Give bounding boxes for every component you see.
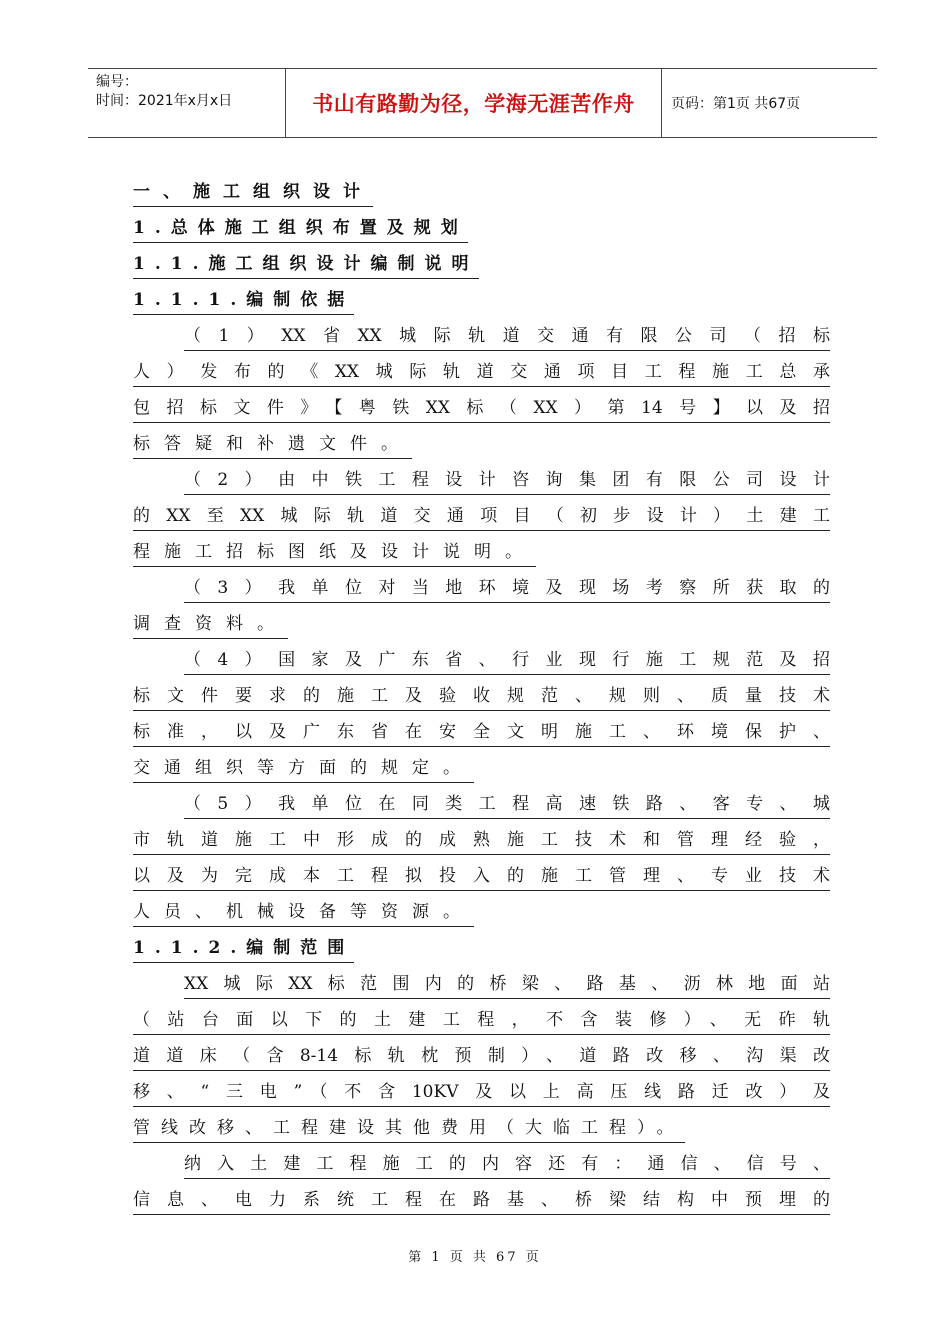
text-line: 道道床（含8-14标轨枕预制）、道路改移、沟渠改 [133,1044,830,1078]
text-line: 标准，以及广东省在安全文明施工、环境保护、 [133,720,830,754]
heading-1-1-1: 1.1.施工组织设计编制说明 [133,252,830,286]
text-line: 交通组织等方面的规定。 [133,756,830,790]
header-left-cell [88,69,286,137]
text-line: （5）我单位在同类工程高速铁路、客专、城 [133,792,830,826]
motto: 书山有路勤为径，学海无涯苦作舟 [286,69,662,137]
text-line: 调查资料。 [133,612,830,646]
header-table [88,68,877,138]
heading-1-1-2: 1.1.2.编制范围 [133,936,830,970]
text-line: XX城际XX标范围内的桥梁、路基、沥林地面站 [133,972,830,1006]
time-label: 时间：2021年x月x日 [96,93,233,109]
text-line: 标答疑和补遗文件。 [133,432,830,466]
text-line: 标文件要求的施工及验收规范、规则、质量技术 [133,684,830,718]
text-line: 信息、电力系统工程在路基、桥梁结构中预埋的 [133,1188,830,1222]
text-line: 包招标文件》【粤铁XX标（XX）第14号】以及招 [133,396,830,430]
heading-1: 一、施工组织设计 [133,180,830,214]
text-line: 市轨道施工中形成的成熟施工技术和管理经验， [133,828,830,862]
text-line: （1）XX省XX城际轨道交通有限公司（招标 [133,324,830,358]
page-info: 页码：第1页 共67页 [671,96,801,112]
text-line: 人员、机械设备等资源。 [133,900,830,934]
text-line: 程施工招标图纸及设计说明。 [133,540,830,574]
heading-1-1: 1.总体施工组织布置及规划 [133,216,830,250]
text-line: 管线改移、工程建设其他费用（大临工程）。 [133,1116,830,1150]
text-line: 纳入土建工程施工的内容还有：通信、信号、 [133,1152,830,1186]
text-line: 以及为完成本工程拟投入的施工管理、专业技术 [133,864,830,898]
page-footer: 第 1 页 共 67 页 [408,1250,542,1265]
text-line: （2）由中铁工程设计咨询集团有限公司设计 [133,468,830,502]
text-line: 人）发布的《XX城际轨道交通项目工程施工总承 [133,360,830,394]
heading-1-1-1-1: 1.1.1.编制依据 [133,288,830,322]
text-line: 的XX至XX城际轨道交通项目（初步设计）土建工 [133,504,830,538]
text-line: 移、“三电”（不含10KV及以上高压线路迁改）及 [133,1080,830,1114]
text-line: （3）我单位对当地环境及现场考察所获取的 [133,576,830,610]
number-label: 编号： [96,74,138,90]
text-line: （4）国家及广东省、行业现行施工规范及招 [133,648,830,682]
text-line: （站台面以下的土建工程，不含装修）、无砟轨 [133,1008,830,1042]
